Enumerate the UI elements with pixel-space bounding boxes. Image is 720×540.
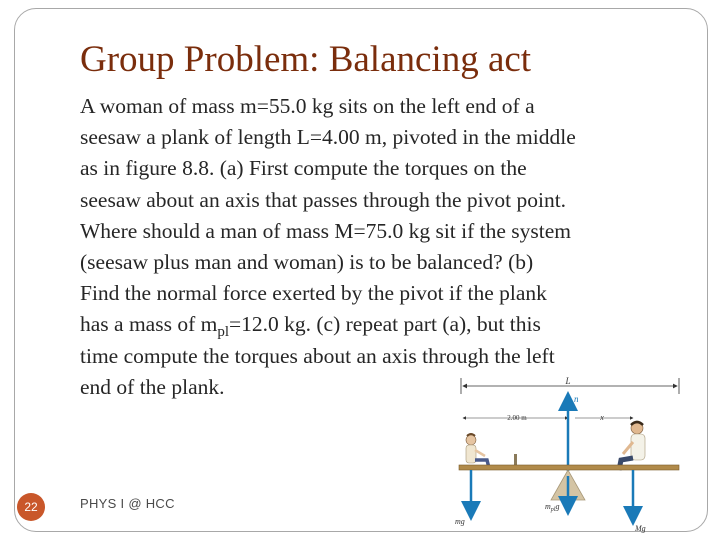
plank — [459, 465, 679, 470]
slide-title: Group Problem: Balancing act — [80, 39, 532, 80]
body-line: A woman of mass m=55.0 kg sits on the left end of a — [80, 94, 535, 118]
body-line: time compute the torques about an axis through the left — [80, 343, 555, 368]
body-text-segment: has a mass of m — [80, 312, 218, 337]
body-line: end of the plank. — [80, 374, 225, 399]
label-n: n — [574, 394, 579, 404]
label-mg: mg — [455, 517, 465, 526]
label-mplg-sub: pl — [550, 507, 556, 513]
body-line: seesaw about an axis that passes through the pivot point. — [80, 187, 567, 212]
body-line: Find the normal force exerted by the pivot if the plank — [80, 281, 547, 306]
label-mplg — [545, 502, 559, 513]
body-text-segment: =12.0 kg. (c) repeat part (a), but this — [229, 312, 541, 337]
label-L: L — [565, 376, 571, 386]
woman-figure — [466, 434, 489, 468]
body-line: seesaw a plank of length L=4.00 m, pivoted in the middle — [80, 125, 576, 150]
label-x: x — [600, 413, 604, 422]
man-figure — [619, 422, 645, 470]
seesaw-figure — [455, 376, 683, 534]
label-distance: 2.00 m — [507, 414, 527, 422]
body-line: as in figure 8.8. (a) First compute the torques on the — [80, 156, 527, 181]
subscript-pl: pl — [217, 324, 230, 341]
label-mplg-g: g — [555, 502, 560, 511]
problem-text — [80, 91, 685, 403]
footer-text: PHYS I @ HCC — [80, 496, 175, 511]
slide-number-badge: 22 — [17, 493, 45, 521]
label-mplg-m: m — [545, 502, 551, 511]
body-line-plank-mass — [80, 309, 685, 340]
body-line: (seesaw plus man and woman) is to be balanced? (b) — [80, 250, 534, 275]
body-line: Where should a man of mass M=75.0 kg sit if the system — [80, 218, 572, 243]
label-Mg: Mg — [635, 524, 646, 533]
